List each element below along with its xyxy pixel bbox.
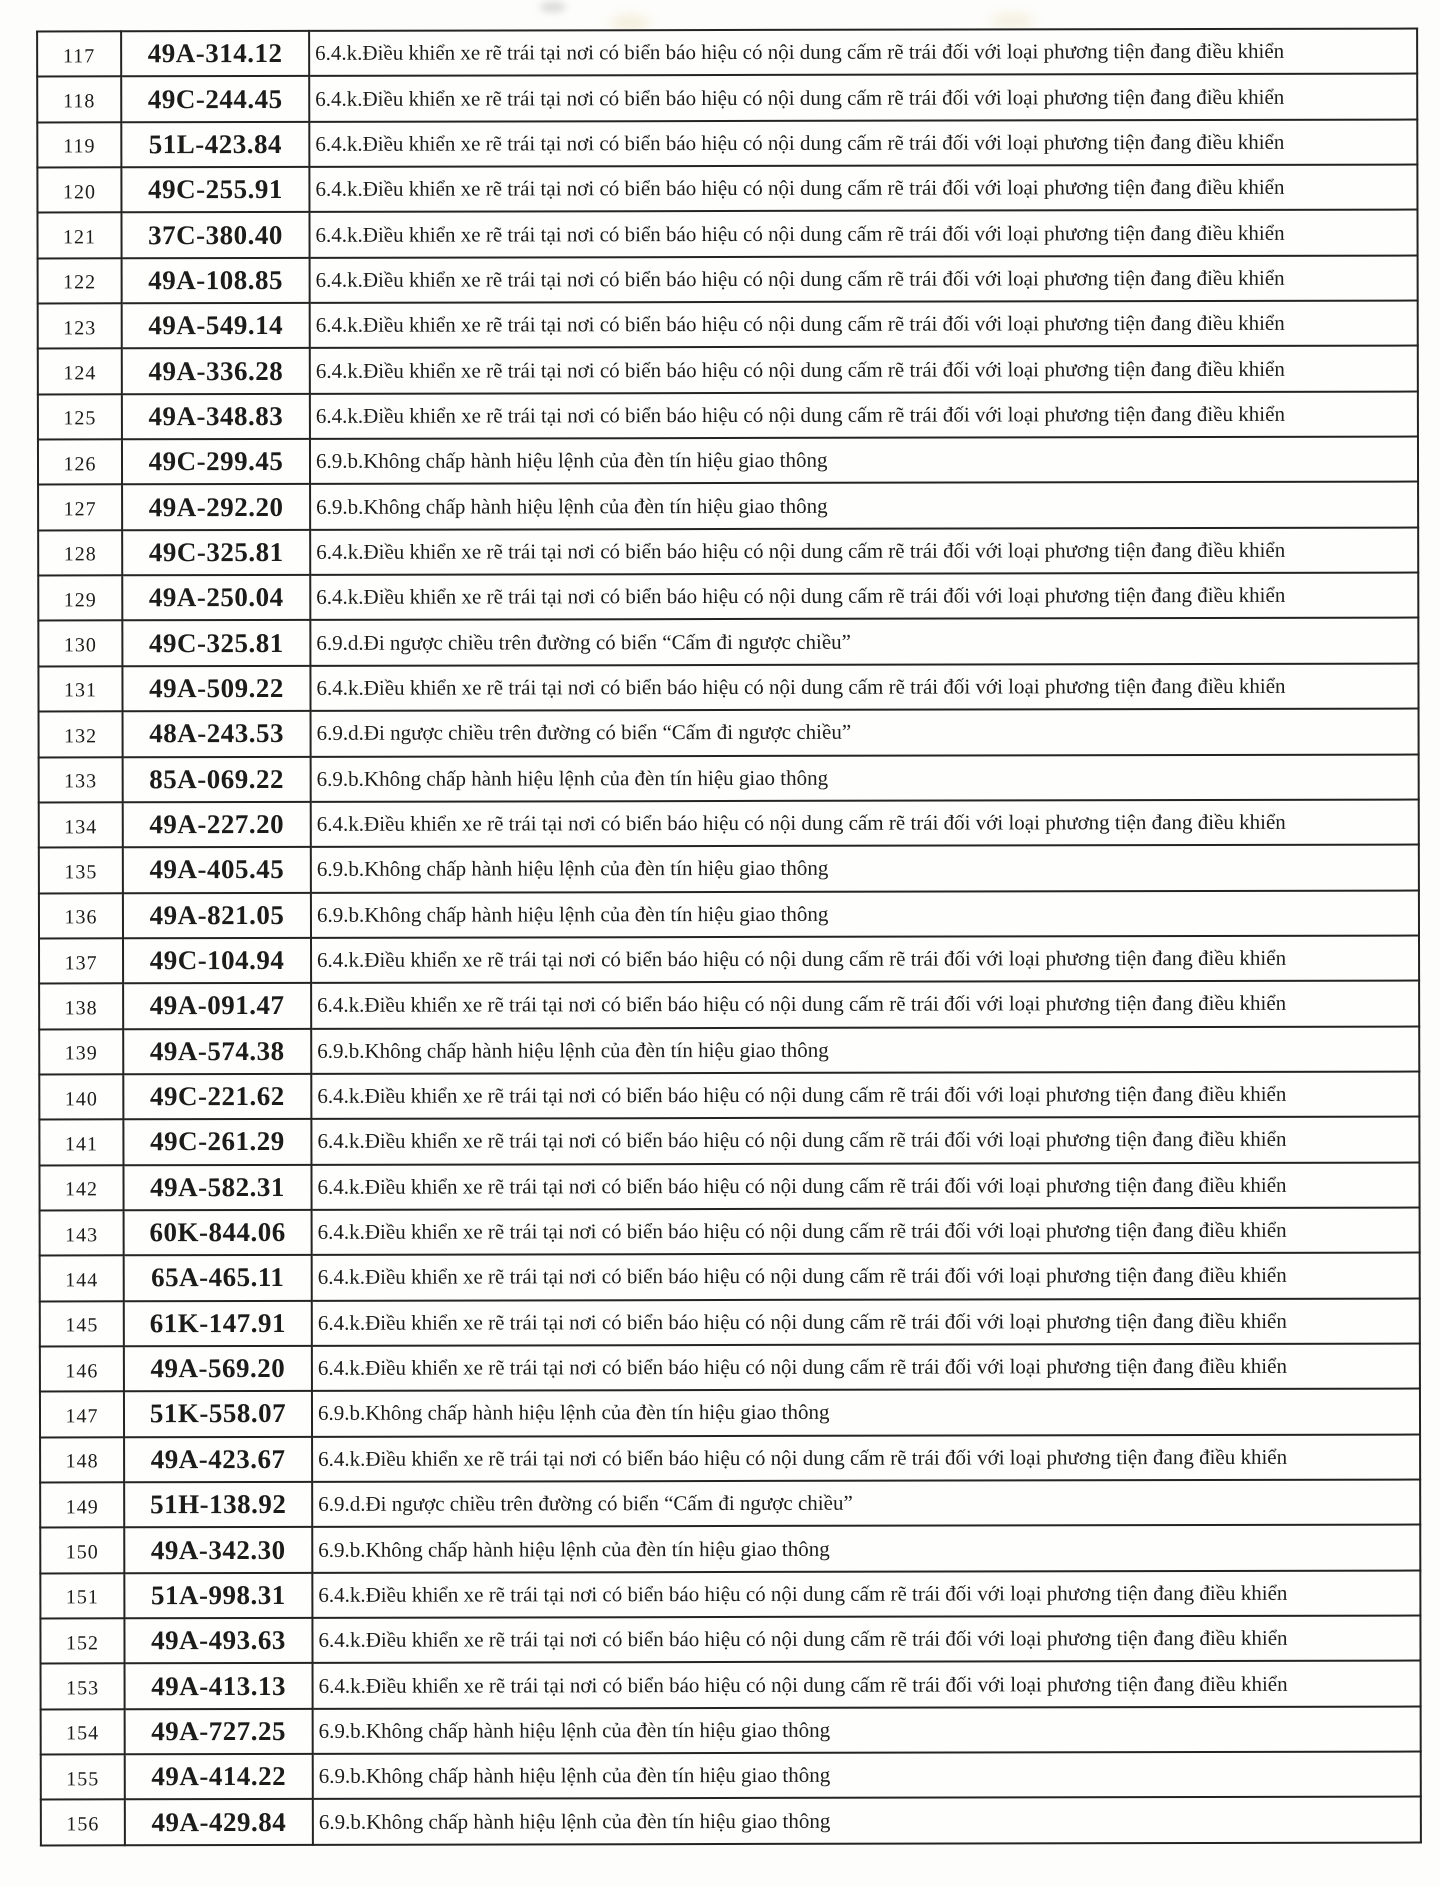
table-row (40, 1480, 1420, 1528)
violation-description-cell: 6.4.k.Điều khiển xe rẽ trái tại nơi có biển báo hiệu có nội dung cấm rẽ trái đối với loại phương tiện đang điều khiển (312, 1344, 1420, 1392)
table-row (38, 391, 1418, 439)
violation-description-cell: 6.4.k.Điều khiển xe rẽ trái tại nơi có biển báo hiệu có nội dung cấm rẽ trái đối với loại phương tiện đang điều khiển (311, 981, 1419, 1029)
table-row (38, 618, 1418, 666)
row-number-cell: 122 (38, 258, 122, 304)
violation-description-cell: 6.4.k.Điều khiển xe rẽ trái tại nơi có biển báo hiệu có nội dung cấm rẽ trái đối với loại phương tiện đang điều khiển (310, 663, 1418, 711)
license-plate-cell: 49A-582.31 (123, 1164, 311, 1210)
row-number-cell: 150 (40, 1528, 124, 1574)
row-number-cell: 146 (40, 1346, 124, 1392)
scan-artifact (540, 2, 566, 12)
license-plate-cell: 49C-325.81 (122, 620, 310, 666)
row-number-cell: 135 (39, 847, 123, 893)
table-row (40, 1616, 1420, 1664)
violation-description-cell: 6.9.d.Đi ngược chiều trên đường có biển “Cấm đi ngược chiều” (310, 618, 1418, 666)
row-number-cell: 125 (38, 394, 122, 440)
row-number-cell: 130 (38, 621, 122, 667)
violation-description-cell: 6.4.k.Điều khiển xe rẽ trái tại nơi có biển báo hiệu có nội dung cấm rẽ trái đối với loại phương tiện đang điều khiển (311, 1162, 1419, 1210)
violation-description-cell: 6.9.b.Không chấp hành hiệu lệnh của đèn tín hiệu giao thông (311, 845, 1419, 893)
table-row (39, 981, 1419, 1029)
violation-description-cell: 6.4.k.Điều khiển xe rẽ trái tại nơi có biển báo hiệu có nội dung cấm rẽ trái đối với loại phương tiện đang điều khiển (311, 1117, 1419, 1165)
license-plate-cell: 51A-998.31 (124, 1573, 312, 1619)
scan-artifact (610, 16, 650, 30)
license-plate-cell: 49C-255.91 (121, 167, 309, 213)
license-plate-cell: 49A-108.85 (122, 258, 310, 304)
table-row (40, 1344, 1420, 1392)
violation-description-cell: 6.4.k.Điều khiển xe rẽ trái tại nơi có biển báo hiệu có nội dung cấm rẽ trái đối với loại phương tiện đang điều khiển (312, 1207, 1420, 1255)
violation-description-cell: 6.4.k.Điều khiển xe rẽ trái tại nơi có biển báo hiệu có nội dung cấm rẽ trái đối với loại phương tiện đang điều khiển (309, 165, 1417, 213)
row-number-cell: 119 (37, 122, 121, 168)
table-row (40, 1570, 1420, 1618)
row-number-cell: 140 (39, 1074, 123, 1120)
violation-description-cell: 6.9.b.Không chấp hành hiệu lệnh của đèn tín hiệu giao thông (312, 1389, 1420, 1437)
table-row (39, 799, 1419, 847)
table-row (41, 1752, 1421, 1800)
violation-description-cell: 6.4.k.Điều khiển xe rẽ trái tại nơi có biển báo hiệu có nội dung cấm rẽ trái đối với loại phương tiện đang điều khiển (311, 1071, 1419, 1119)
license-plate-cell: 49A-314.12 (121, 31, 309, 77)
row-number-cell: 134 (39, 802, 123, 848)
table-row (38, 437, 1418, 485)
violations-table (36, 28, 1422, 1847)
violation-description-cell: 6.9.b.Không chấp hành hiệu lệnh của đèn tín hiệu giao thông (311, 890, 1419, 938)
violation-description-cell: 6.4.k.Điều khiển xe rẽ trái tại nơi có biển báo hiệu có nội dung cấm rẽ trái đối với loại phương tiện đang điều khiển (310, 301, 1418, 349)
license-plate-cell: 49A-413.13 (125, 1663, 313, 1709)
row-number-cell: 155 (41, 1754, 125, 1800)
row-number-cell: 132 (39, 711, 123, 757)
violation-description-cell: 6.4.k.Điều khiển xe rẽ trái tại nơi có biển báo hiệu có nội dung cấm rẽ trái đối với loại phương tiện đang điều khiển (310, 573, 1418, 621)
table-row (39, 890, 1419, 938)
table-row (39, 754, 1419, 802)
license-plate-cell: 48A-243.53 (123, 711, 311, 757)
violation-description-cell: 6.9.d.Đi ngược chiều trên đường có biển “Cấm đi ngược chiều” (311, 709, 1419, 757)
table-row (39, 1117, 1419, 1165)
violation-description-cell: 6.9.b.Không chấp hành hiệu lệnh của đèn tín hiệu giao thông (313, 1797, 1421, 1845)
license-plate-cell: 49A-414.22 (125, 1754, 313, 1800)
license-plate-cell: 49C-221.62 (123, 1074, 311, 1120)
violation-description-cell: 6.9.d.Đi ngược chiều trên đường có biển “Cấm đi ngược chiều” (312, 1480, 1420, 1528)
license-plate-cell: 49C-244.45 (121, 76, 309, 122)
row-number-cell: 139 (39, 1029, 123, 1075)
violation-description-cell: 6.9.b.Không chấp hành hiệu lệnh của đèn tín hiệu giao thông (311, 754, 1419, 802)
table-row (39, 935, 1419, 983)
license-plate-cell: 49A-292.20 (122, 484, 310, 530)
row-number-cell: 121 (37, 213, 121, 259)
table-row (38, 527, 1418, 575)
license-plate-cell: 49A-727.25 (125, 1709, 313, 1755)
table-row (40, 1389, 1420, 1437)
table-row (40, 1525, 1420, 1573)
violation-description-cell: 6.4.k.Điều khiển xe rẽ trái tại nơi có biển báo hiệu có nội dung cấm rẽ trái đối với loại phương tiện đang điều khiển (309, 74, 1417, 122)
license-plate-cell: 49A-429.84 (125, 1799, 313, 1845)
license-plate-cell: 49A-821.05 (123, 892, 311, 938)
row-number-cell: 126 (38, 439, 122, 485)
table-row (37, 165, 1417, 213)
table-row (38, 346, 1418, 394)
row-number-cell: 143 (40, 1210, 124, 1256)
row-number-cell: 156 (41, 1800, 125, 1846)
license-plate-cell: 49A-493.63 (124, 1618, 312, 1664)
violation-description-cell: 6.4.k.Điều khiển xe rẽ trái tại nơi có biển báo hiệu có nội dung cấm rẽ trái đối với loại phương tiện đang điều khiển (311, 799, 1419, 847)
violation-description-cell: 6.4.k.Điều khiển xe rẽ trái tại nơi có biển báo hiệu có nội dung cấm rẽ trái đối với loại phương tiện đang điều khiển (309, 29, 1417, 77)
table-row (39, 845, 1419, 893)
license-plate-cell: 49A-250.04 (122, 575, 310, 621)
scan-artifact (990, 14, 1034, 28)
license-plate-cell: 49C-325.81 (122, 530, 310, 576)
license-plate-cell: 65A-465.11 (124, 1255, 312, 1301)
table-row (37, 210, 1417, 258)
table-row (41, 1661, 1421, 1709)
license-plate-cell: 49A-574.38 (123, 1028, 311, 1074)
violation-description-cell: 6.9.b.Không chấp hành hiệu lệnh của đèn tín hiệu giao thông (310, 482, 1418, 530)
license-plate-cell: 60K-844.06 (124, 1210, 312, 1256)
violation-description-cell: 6.4.k.Điều khiển xe rẽ trái tại nơi có biển báo hiệu có nội dung cấm rẽ trái đối với loại phương tiện đang điều khiển (310, 391, 1418, 439)
license-plate-cell: 49A-348.83 (122, 394, 310, 440)
row-number-cell: 141 (39, 1120, 123, 1166)
row-number-cell: 154 (41, 1709, 125, 1755)
table-row (39, 1071, 1419, 1119)
license-plate-cell: 49A-405.45 (123, 847, 311, 893)
violation-description-cell: 6.4.k.Điều khiển xe rẽ trái tại nơi có biển báo hiệu có nội dung cấm rẽ trái đối với loại phương tiện đang điều khiển (310, 346, 1418, 394)
violation-description-cell: 6.4.k.Điều khiển xe rẽ trái tại nơi có biển báo hiệu có nội dung cấm rẽ trái đối với loại phương tiện đang điều khiển (312, 1298, 1420, 1346)
row-number-cell: 127 (38, 485, 122, 531)
violation-description-cell: 6.4.k.Điều khiển xe rẽ trái tại nơi có biển báo hiệu có nội dung cấm rẽ trái đối với loại phương tiện đang điều khiển (311, 935, 1419, 983)
row-number-cell: 145 (40, 1301, 124, 1347)
row-number-cell: 144 (40, 1256, 124, 1302)
license-plate-cell: 49A-227.20 (123, 802, 311, 848)
violation-description-cell: 6.9.b.Không chấp hành hiệu lệnh của đèn tín hiệu giao thông (310, 437, 1418, 485)
row-number-cell: 129 (38, 575, 122, 621)
table-row (39, 709, 1419, 757)
row-number-cell: 124 (38, 349, 122, 395)
row-number-cell: 133 (39, 757, 123, 803)
table-row (39, 1026, 1419, 1074)
violation-description-cell: 6.9.b.Không chấp hành hiệu lệnh của đèn tín hiệu giao thông (313, 1706, 1421, 1754)
license-plate-cell: 49A-091.47 (123, 983, 311, 1029)
violation-description-cell: 6.9.b.Không chấp hành hiệu lệnh của đèn tín hiệu giao thông (312, 1525, 1420, 1573)
row-number-cell: 128 (38, 530, 122, 576)
violation-description-cell: 6.4.k.Điều khiển xe rẽ trái tại nơi có biển báo hiệu có nội dung cấm rẽ trái đối với loại phương tiện đang điều khiển (312, 1253, 1420, 1301)
table-row (38, 255, 1418, 303)
license-plate-cell: 49C-299.45 (122, 439, 310, 485)
row-number-cell: 142 (39, 1165, 123, 1211)
row-number-cell: 148 (40, 1437, 124, 1483)
row-number-cell: 149 (40, 1482, 124, 1528)
row-number-cell: 118 (37, 77, 121, 123)
license-plate-cell: 49A-569.20 (124, 1346, 312, 1392)
violation-description-cell: 6.9.b.Không chấp hành hiệu lệnh của đèn tín hiệu giao thông (311, 1026, 1419, 1074)
violations-table-body (37, 29, 1421, 1846)
license-plate-cell: 51L-423.84 (121, 122, 309, 168)
table-row (39, 1162, 1419, 1210)
table-row (40, 1253, 1420, 1301)
license-plate-cell: 49A-342.30 (124, 1527, 312, 1573)
license-plate-cell: 61K-147.91 (124, 1300, 312, 1346)
license-plate-cell: 51K-558.07 (124, 1391, 312, 1437)
row-number-cell: 138 (39, 983, 123, 1029)
table-row (37, 74, 1417, 122)
license-plate-cell: 49C-104.94 (123, 938, 311, 984)
table-row (40, 1298, 1420, 1346)
violation-description-cell: 6.4.k.Điều khiển xe rẽ trái tại nơi có biển báo hiệu có nội dung cấm rẽ trái đối với loại phương tiện đang điều khiển (310, 255, 1418, 303)
table-row (40, 1207, 1420, 1255)
row-number-cell: 137 (39, 938, 123, 984)
table-row (40, 1434, 1420, 1482)
row-number-cell: 151 (40, 1573, 124, 1619)
row-number-cell: 123 (38, 303, 122, 349)
table-row (38, 482, 1418, 530)
row-number-cell: 117 (37, 31, 121, 77)
violation-description-cell: 6.9.b.Không chấp hành hiệu lệnh của đèn tín hiệu giao thông (313, 1752, 1421, 1800)
table-row (38, 573, 1418, 621)
table-row (38, 301, 1418, 349)
license-plate-cell: 51H-138.92 (124, 1482, 312, 1528)
row-number-cell: 120 (37, 167, 121, 213)
license-plate-cell: 49A-336.28 (122, 348, 310, 394)
license-plate-cell: 37C-380.40 (121, 212, 309, 258)
violation-description-cell: 6.4.k.Điều khiển xe rẽ trái tại nơi có biển báo hiệu có nội dung cấm rẽ trái đối với loại phương tiện đang điều khiển (313, 1661, 1421, 1709)
row-number-cell: 153 (41, 1664, 125, 1710)
violation-description-cell: 6.4.k.Điều khiển xe rẽ trái tại nơi có biển báo hiệu có nội dung cấm rẽ trái đối với loại phương tiện đang điều khiển (312, 1434, 1420, 1482)
violation-description-cell: 6.4.k.Điều khiển xe rẽ trái tại nơi có biển báo hiệu có nội dung cấm rẽ trái đối với loại phương tiện đang điều khiển (309, 210, 1417, 258)
table-row (38, 663, 1418, 711)
violation-description-cell: 6.4.k.Điều khiển xe rẽ trái tại nơi có biển báo hiệu có nội dung cấm rẽ trái đối với loại phương tiện đang điều khiển (312, 1616, 1420, 1664)
violation-description-cell: 6.4.k.Điều khiển xe rẽ trái tại nơi có biển báo hiệu có nội dung cấm rẽ trái đối với loại phương tiện đang điều khiển (309, 119, 1417, 167)
license-plate-cell: 49A-423.67 (124, 1437, 312, 1483)
row-number-cell: 147 (40, 1392, 124, 1438)
license-plate-cell: 49A-509.22 (122, 666, 310, 712)
license-plate-cell: 49C-261.29 (123, 1119, 311, 1165)
table-row (41, 1797, 1421, 1845)
row-number-cell: 131 (38, 666, 122, 712)
row-number-cell: 152 (40, 1618, 124, 1664)
row-number-cell: 136 (39, 893, 123, 939)
table-row (37, 29, 1417, 77)
table-row (37, 119, 1417, 167)
license-plate-cell: 49A-549.14 (122, 303, 310, 349)
license-plate-cell: 85A-069.22 (123, 756, 311, 802)
table-row (41, 1706, 1421, 1754)
violation-description-cell: 6.4.k.Điều khiển xe rẽ trái tại nơi có biển báo hiệu có nội dung cấm rẽ trái đối với loại phương tiện đang điều khiển (310, 527, 1418, 575)
violation-description-cell: 6.4.k.Điều khiển xe rẽ trái tại nơi có biển báo hiệu có nội dung cấm rẽ trái đối với loại phương tiện đang điều khiển (312, 1570, 1420, 1618)
